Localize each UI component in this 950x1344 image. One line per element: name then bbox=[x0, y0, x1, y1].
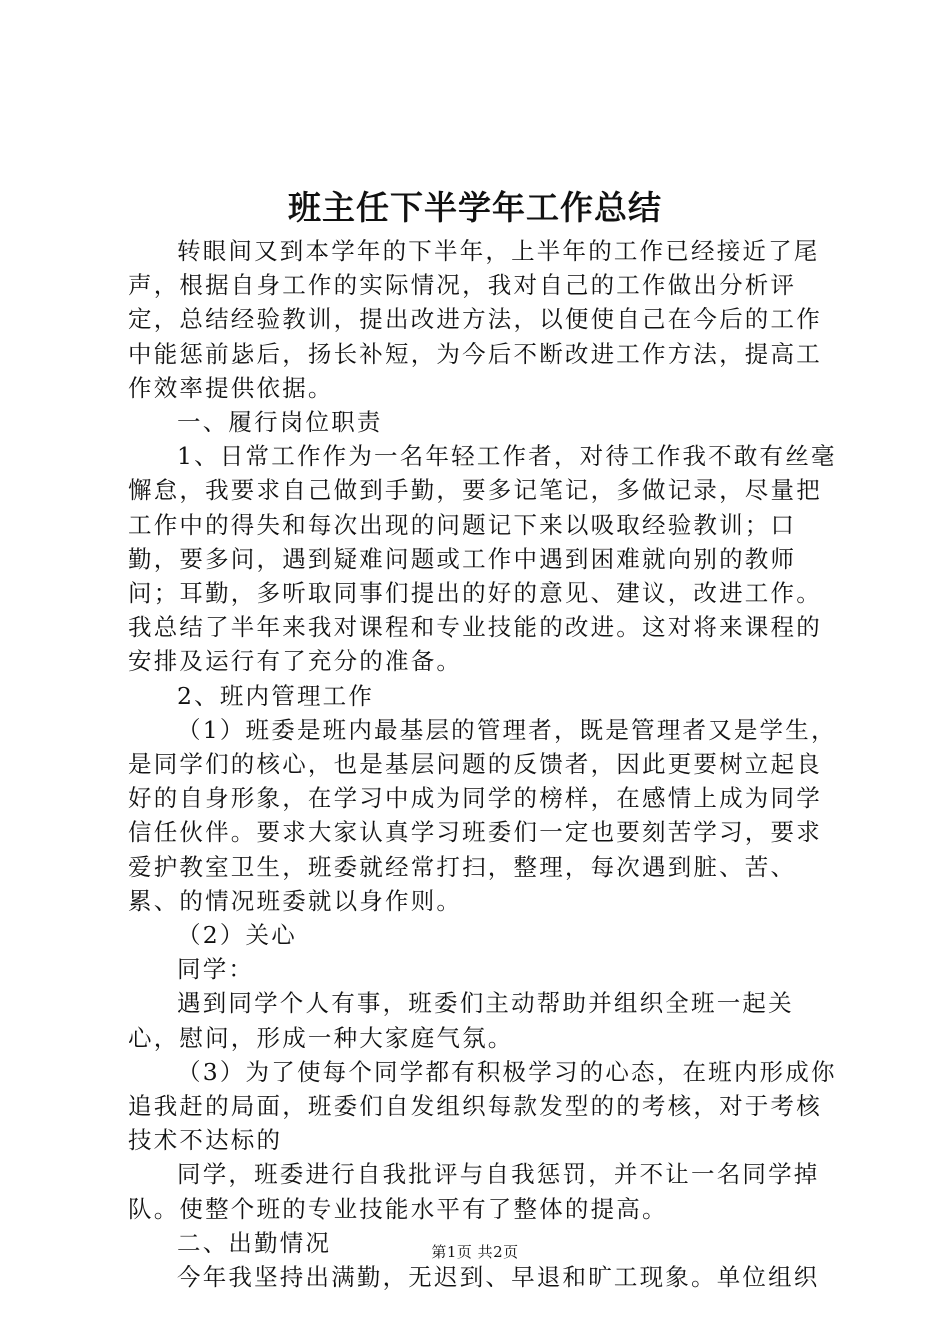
paragraph-daily-work: 1、日常工作作为一名年轻工作者，对待工作我不敢有丝毫懈怠，我要求自己做到手勤，要多记笔记，多做记录，尽量把工作中的得失和每次出现的问题记下来以吸取经验教训；口勤，要多问，遇到疑难问题或工作中遇到困难就向别的教师问；耳勤，多听取同事们提出的好的意见、建议，改进工作。我总结了半年来我对课程和专业技能的改进。这对将来课程的安排及运行有了充分的准备。 bbox=[128, 442, 837, 676]
paragraph-care: 遇到同学个人有事，班委们主动帮助并组织全班一起关心，慰问，形成一种大家庭气氛。 bbox=[128, 989, 794, 1052]
paragraph-class-committee: （1）班委是班内最基层的管理者，既是管理者又是学生，是同学们的核心，也是基层问题的反馈者，因此更要树立起良好的自身形象，在学习中成为同学的榜样，在感情上成为同学信任伙伴。要求大家认真学习班委们一定也要刻苦学习，要求爱护教室卫生，班委就经常打扫，整理，每次遇到脏、苦、累、的情况班委就以身作则。 bbox=[128, 715, 837, 915]
paragraph-classmates-label: 同学： bbox=[177, 955, 255, 984]
page-number-footer: 第1页 共2页 bbox=[431, 1243, 519, 1261]
document-body bbox=[128, 234, 840, 1294]
document-title: 班主任下半学年工作总结 bbox=[288, 188, 662, 227]
paragraph-learning-attitude: （3）为了使每个同学都有积极学习的心态，在班内形成你追我赶的局面，班委们自发组织每款发型的的考核，对于考核技术不达标的 bbox=[128, 1057, 837, 1155]
subheading-class-management: 2、班内管理工作 bbox=[177, 681, 375, 710]
section-heading-duties: 一、履行岗位职责 bbox=[177, 408, 383, 437]
paragraph-care-label: （2）关心 bbox=[177, 921, 297, 950]
paragraph-attendance: 今年我坚持出满勤，无迟到、早退和旷工现象。单位组织 bbox=[177, 1263, 820, 1292]
paragraph-self-criticism: 同学，班委进行自我批评与自我惩罚，并不让一名同学掉队。使整个班的专业技能水平有了整体的提高。 bbox=[128, 1160, 820, 1223]
paragraph-intro: 转眼间又到本学年的下半年，上半年的工作已经接近了尾声，根据自身工作的实际情况，我对自己的工作做出分析评定，总结经验教训，提出改进方法，以便使自己在今后的工作中能惩前毖后，扬长补短，为今后不断改进工作方法，提高工作效率提供依据。 bbox=[128, 237, 822, 402]
section-heading-attendance: 二、出勤情况 bbox=[177, 1228, 332, 1257]
